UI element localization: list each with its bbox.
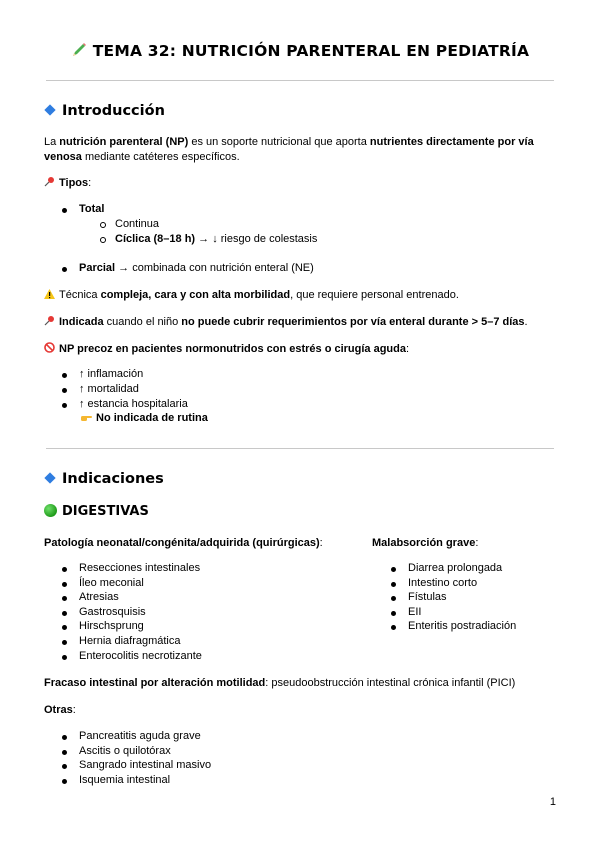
list-item: Diarrea prolongada <box>408 562 503 574</box>
tipos-label: Tipos: <box>44 176 91 192</box>
section-heading-indicaciones: Indicaciones <box>44 471 164 487</box>
patologia-label: Patología neonatal/congénita/adquirida (quirúrgicas): <box>44 537 323 549</box>
malabsorcion-label: Malabsorción grave: <box>372 537 479 549</box>
list-item: Parcial → combinada con nutrición enteral (NE) <box>79 262 314 274</box>
list-item: EII <box>408 606 422 618</box>
pushpin-icon <box>44 176 55 192</box>
list-item: Intestino corto <box>408 577 478 589</box>
pencil-icon <box>71 42 87 62</box>
precoz-line: NP precoz en pacientes normonutridos con estrés o cirugía aguda: <box>44 342 409 358</box>
list-item: Isquemia intestinal <box>79 774 171 786</box>
list-item: Enteritis postradiación <box>408 620 517 632</box>
warning-icon <box>44 289 55 304</box>
list-item: Total <box>79 203 105 215</box>
diamond-icon <box>44 104 55 115</box>
list-item: Resecciones intestinales <box>79 562 201 574</box>
page-title: TEMA 32: NUTRICIÓN PARENTERAL EN PEDIATRÍA <box>0 42 600 62</box>
diamond-icon <box>44 472 55 483</box>
pointing-hand-icon <box>81 413 92 425</box>
no-indicada-note: No indicada de rutina <box>81 412 208 425</box>
divider <box>46 448 554 449</box>
otras-label: Otras: <box>44 704 76 716</box>
list-item: Gastrosquisis <box>79 606 146 618</box>
section-heading-introduccion: Introducción <box>44 103 165 119</box>
list-item: ↑ inflamación <box>79 368 144 380</box>
indicada-line: Indicada cuando el niño no puede cubrir requerimientos por vía enteral durante > 5–7 días. <box>44 315 528 331</box>
page-number: 1 <box>549 796 556 808</box>
list-item: Hirschsprung <box>79 620 144 632</box>
tecnica-line: Técnica compleja, cara y con alta morbilidad, que requiere personal entrenado. <box>44 288 459 304</box>
list-item: ↑ mortalidad <box>79 383 139 395</box>
green-circle-icon <box>44 504 57 517</box>
divider <box>46 80 554 81</box>
list-item: ↑ estancia hospitalaria <box>79 398 188 410</box>
pushpin-icon <box>44 315 55 331</box>
fracaso-line: Fracaso intestinal por alteración motilidad: pseudoobstrucción intestinal crónica infantil (PICI) <box>44 677 516 689</box>
list-item: Fístulas <box>408 591 447 603</box>
list-item: Ascitis o quilotórax <box>79 745 171 757</box>
subsection-heading-digestivas: DIGESTIVAS <box>44 504 149 519</box>
list-item: Continua <box>115 218 160 230</box>
list-item: Pancreatitis aguda grave <box>79 730 201 742</box>
prohibited-icon <box>44 342 55 358</box>
list-item: Cíclica (8–18 h) → ↓ riesgo de colestasis <box>115 233 318 245</box>
list-item: Sangrado intestinal masivo <box>79 759 212 771</box>
list-item: Enterocolitis necrotizante <box>79 650 202 662</box>
list-item: Hernia diafragmática <box>79 635 181 647</box>
list-item: Atresias <box>79 591 119 603</box>
list-item: Íleo meconial <box>79 577 144 589</box>
intro-paragraph: La nutrición parenteral (NP) es un soporte nutricional que aporta nutrientes directamente por vía venosa mediante catéteres específicos. <box>44 136 534 163</box>
